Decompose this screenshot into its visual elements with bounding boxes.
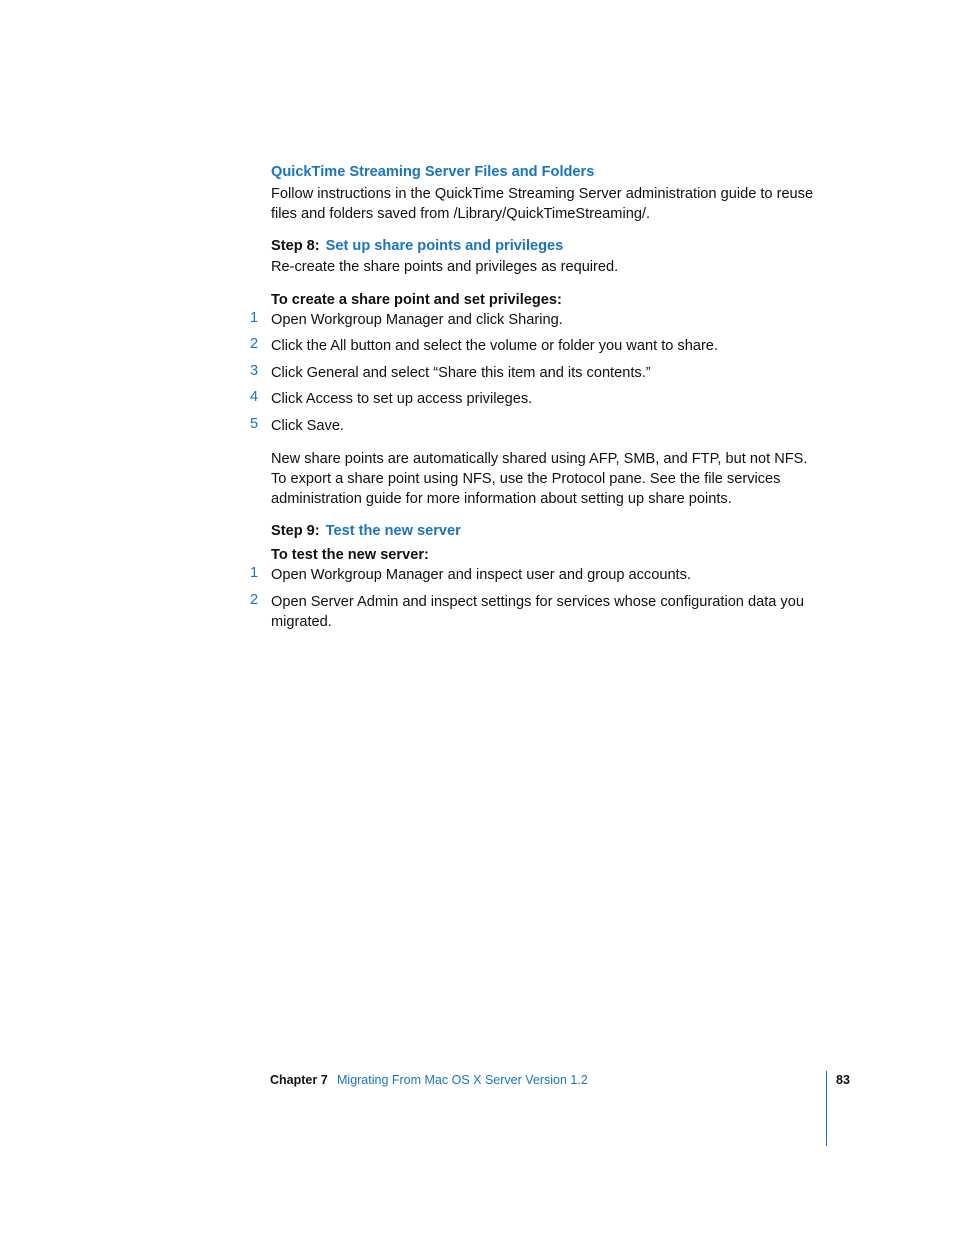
list-item: Open Workgroup Manager and inspect user and group accounts. xyxy=(271,567,691,583)
footer-divider xyxy=(826,1071,827,1146)
step-9-heading xyxy=(271,523,461,539)
list-number: 2 xyxy=(250,592,259,608)
step-title: Test the new server xyxy=(325,523,461,539)
footer-chapter-title: Migrating From Mac OS X Server Version 1.2 xyxy=(337,1073,588,1087)
section-heading: QuickTime Streaming Server Files and Folders xyxy=(271,164,595,180)
list-item: Click General and select “Share this item and its contents.” xyxy=(271,365,651,381)
list-number: 5 xyxy=(250,416,259,432)
section-body: Follow instructions in the QuickTime Streaming Server administration guide to reuse files and folders saved from /Library/QuickTimeStreaming/. xyxy=(271,186,814,222)
list-item: Click the All button and select the volume or folder you want to share. xyxy=(271,338,718,354)
list-number: 3 xyxy=(250,363,259,379)
list-number: 1 xyxy=(250,565,259,581)
list-item: Open Workgroup Manager and click Sharing. xyxy=(271,312,563,328)
step-label: Step 9: xyxy=(271,523,320,539)
list-item: Click Save. xyxy=(271,418,344,434)
footer-chapter: Chapter 7 xyxy=(270,1073,328,1087)
step-8-heading xyxy=(271,238,563,254)
list-number: 4 xyxy=(250,389,259,405)
step-label: Step 8: xyxy=(271,238,320,254)
list-item: Open Server Admin and inspect settings for services whose configuration data you migrated. xyxy=(271,594,804,630)
list-number: 2 xyxy=(250,336,259,352)
list-number: 1 xyxy=(250,310,259,326)
procedure-title: To test the new server: xyxy=(271,547,429,563)
step-title: Set up share points and privileges xyxy=(325,238,564,254)
step-8-note: New share points are automatically shared using AFP, SMB, and FTP, but not NFS. To export a share point using NFS, use the Protocol pane. See the file services administration guide for more information about setting up share points. xyxy=(271,451,808,507)
procedure-title: To create a share point and set privileges: xyxy=(271,292,562,308)
page-number: 83 xyxy=(836,1073,850,1087)
list-item: Click Access to set up access privileges. xyxy=(271,391,533,407)
step-8-body: Re-create the share points and privileges as required. xyxy=(271,259,619,275)
